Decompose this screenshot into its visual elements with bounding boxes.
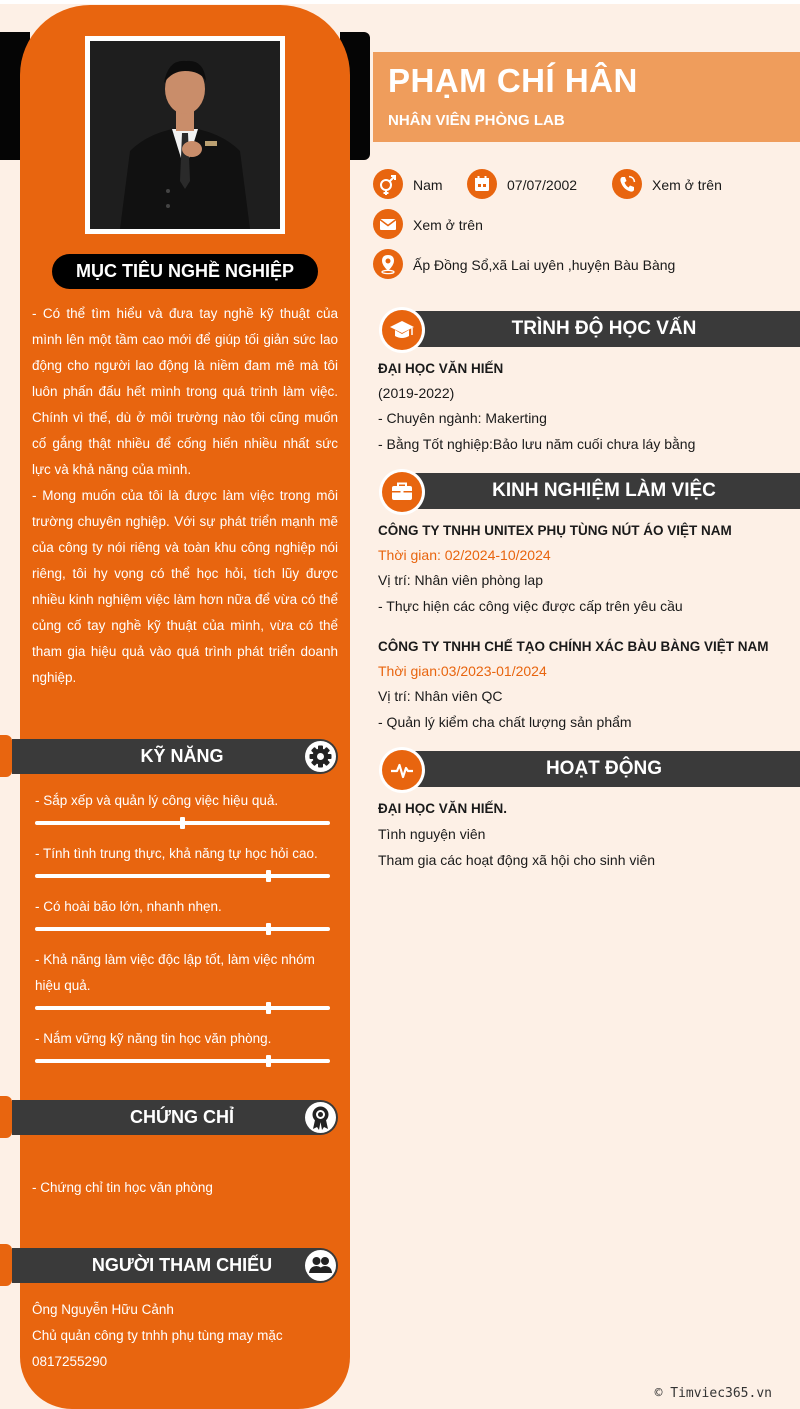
career-objective-heading: MỤC TIÊU NGHỀ NGHIỆP	[52, 254, 318, 289]
graduation-cap-icon	[379, 307, 425, 353]
users-icon	[305, 1250, 336, 1281]
job-1-position: Vị trí: Nhân viên phòng lap	[378, 572, 543, 588]
activities-heading	[405, 751, 800, 787]
job-2-position: Vị trí: Nhân viên QC	[378, 688, 503, 704]
objective-paragraph-2: - Mong muốn của tôi là được làm việc trong môi trường chuyên nghiệp. Với sự phát triển mạnh mẽ của công ty nói riêng và toàn khu công nghiệp nói riêng, tôi hy vọng có thể học hỏi, tích lũy được nhiều kinh nghiệm việc làm hơn nữa để vừa có thể củng cố tay nghề kỹ thuật của mình, vừa có thể tham gia hiệu quả vào quá trình phát triển doanh nghiệp.	[32, 488, 338, 685]
job-1-description: - Thực hiện các công việc được cấp trên yêu cầu	[378, 598, 683, 614]
gender-text: Nam	[413, 177, 443, 193]
footer-watermark: © Timviec365.vn	[654, 1386, 772, 1401]
skill-label-1: - Sắp xếp và quản lý công việc hiệu quả.	[35, 793, 279, 808]
skill-knob-2	[266, 870, 271, 882]
reference-phone: 0817255290	[32, 1354, 108, 1369]
skill-bar-4	[35, 1006, 330, 1010]
reference-position: Chủ quản công ty tnhh phụ tùng may mặc	[32, 1328, 283, 1343]
certificates-heading-label: CHỨNG CHỈ	[130, 1107, 234, 1127]
education-degree: - Bằng Tốt nghiệp:Bảo lưu năm cuối chưa láy bằng	[378, 436, 696, 452]
job-2-time: Thời gian:03/2023-01/2024	[378, 663, 547, 679]
education-major: - Chuyên ngành: Makerting	[378, 410, 547, 426]
skill-knob-3	[266, 923, 271, 935]
skill-bar-1	[35, 821, 330, 825]
gear-icon	[305, 741, 336, 772]
phone-icon	[612, 169, 642, 199]
skills-heading-label: KỸ NĂNG	[140, 746, 224, 766]
cv-page	[0, 4, 800, 1409]
certificates-heading	[12, 1100, 338, 1135]
location-icon	[373, 249, 403, 279]
calendar-icon	[467, 169, 497, 199]
activities-heading-label: HOẠT ĐỘNG	[545, 758, 663, 779]
activity-description: Tham gia các hoạt động xã hội cho sinh viên	[378, 852, 656, 868]
job-1-time: Thời gian: 02/2024-10/2024	[378, 547, 551, 563]
pulse-icon	[379, 747, 425, 793]
skills-heading	[12, 739, 338, 774]
gender-icon	[373, 169, 403, 199]
skill-label-2: - Tính tình trung thực, khả năng tự học hỏi cao.	[35, 846, 318, 861]
skill-label-4: - Khả năng làm việc độc lập tốt, làm việc nhóm hiệu quả.	[35, 952, 315, 993]
activity-org: ĐẠI HỌC VĂN HIẾN.	[378, 801, 508, 816]
skill-label-3: - Có hoài bão lớn, nhanh nhẹn.	[35, 899, 222, 914]
skill-bar-2	[35, 874, 330, 878]
skill-bar-5	[35, 1059, 330, 1063]
education-school: ĐẠI HỌC VĂN HIẾN	[378, 361, 504, 376]
skill-knob-4	[266, 1002, 271, 1014]
skill-knob-1	[180, 817, 185, 829]
skill-knob-5	[266, 1055, 271, 1067]
email-text: Xem ở trên	[413, 217, 483, 233]
education-period: (2019-2022)	[378, 385, 455, 401]
email-icon	[373, 209, 403, 239]
education-heading-label: TRÌNH ĐỘ HỌC VẤN	[511, 318, 697, 339]
references-accent	[0, 1244, 12, 1286]
career-objective-text	[32, 301, 338, 691]
job-2-company: CÔNG TY TNHH CHẾ TẠO CHÍNH XÁC BÀU BÀNG VIỆT NAM	[378, 639, 769, 654]
job-title: NHÂN VIÊN PHÒNG LAB	[388, 112, 565, 129]
address-text: Ấp Đồng Sổ,xã Lai uyên ,huyện Bàu Bàng	[413, 257, 676, 273]
job-1-company: CÔNG TY TNHH UNITEX PHỤ TÙNG NÚT ÁO VIỆT NAM	[378, 523, 732, 538]
phone-text: Xem ở trên	[652, 177, 722, 193]
certificate-item-1: - Chứng chỉ tin học văn phòng	[32, 1180, 213, 1195]
references-heading-label: NGƯỜI THAM CHIẾU	[91, 1255, 273, 1275]
certificates-accent	[0, 1096, 12, 1138]
objective-paragraph-1: - Có thể tìm hiểu và đưa tay nghề kỹ thuật của mình lên một tầm cao mới để giúp tối giản sức lao động cho người lao động là niềm đam mê mà tôi luôn phấn đấu hết mình trong quá trình làm việc. Chính vì thế, dù ở môi trường nào tôi cũng muốn cố gắng thật nhiều để cống hiến nhiều nhất sức lực và khả năng của mình.	[32, 306, 338, 477]
skill-label-5: - Nắm vững kỹ năng tin học văn phòng.	[35, 1031, 272, 1046]
briefcase-icon	[379, 469, 425, 515]
profile-photo	[85, 36, 285, 234]
award-icon	[305, 1102, 336, 1133]
birthday-text: 07/07/2002	[507, 177, 578, 193]
references-heading	[12, 1248, 338, 1283]
experience-heading	[405, 473, 800, 509]
education-heading	[405, 311, 800, 347]
experience-heading-label: KINH NGHIỆM LÀM VIỆC	[492, 480, 716, 501]
activity-role: Tình nguyện viên	[378, 826, 486, 842]
skills-accent	[0, 735, 12, 777]
reference-name: Ông Nguyễn Hữu Cảnh	[32, 1302, 174, 1317]
skill-bar-3	[35, 927, 330, 931]
full-name: PHẠM CHÍ HÂN	[388, 62, 638, 99]
job-2-description: - Quản lý kiểm cha chất lượng sản phẩm	[378, 714, 632, 730]
name-band	[373, 52, 800, 142]
